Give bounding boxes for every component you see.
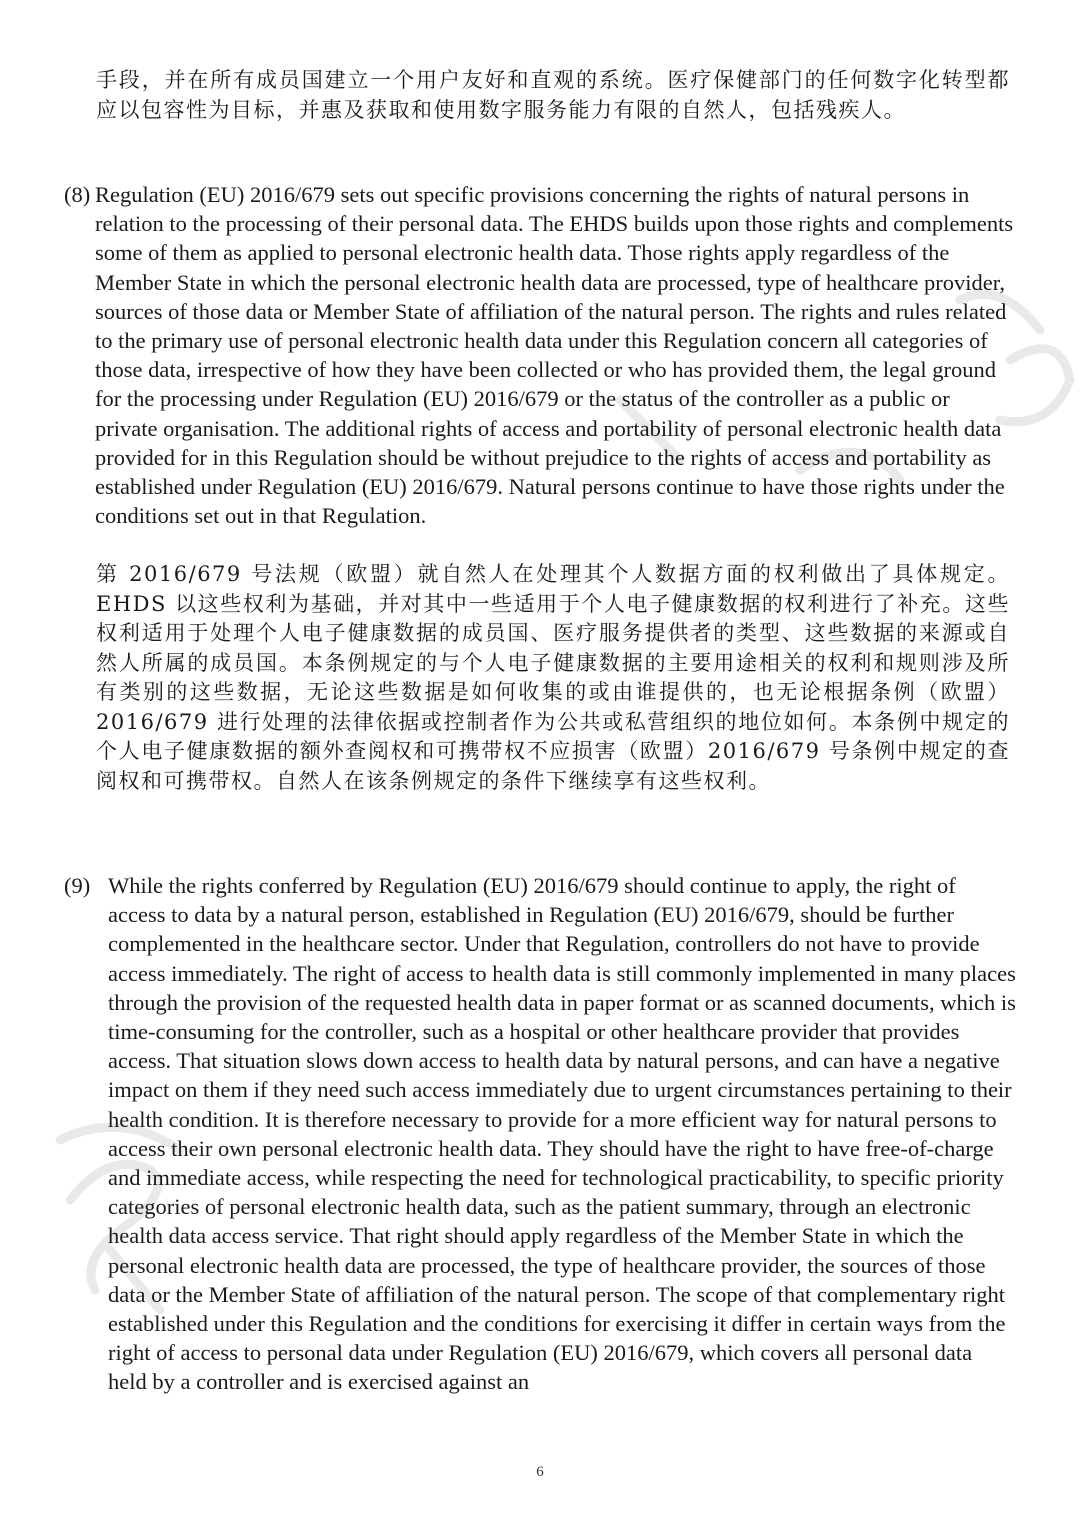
intro-chinese-paragraph: 手段，并在所有成员国建立一个用户友好和直观的系统。医疗保健部门的任何数字化转型都应以包容性为目标，并惠及获取和使用数字服务能力有限的自然人，包括残疾人。 — [96, 68, 1010, 122]
page-number: 6 — [536, 1464, 544, 1480]
paragraph-8-english-text — [95, 180, 1015, 530]
paragraph-9-number: (9) — [64, 873, 91, 898]
paragraph-8-number: (8) — [64, 182, 91, 207]
paragraph-8-english-body: Regulation (EU) 2016/679 sets out specific provisions concerning the rights of natural persons in relation to the processing of their personal data. The EHDS builds upon those rights and complements some of them as applied to personal electronic health data. Those rights apply regardless of the Member State in which the personal electronic health data are processed, type of healthcare provider, sources of those data or Member State of affiliation of the natural person. The rights and rules related to the primary use of personal electronic health data under this Regulation concern all categories of those data, irrespective of how they have been collected or who has provided them, the legal ground for the processing under Regulation (EU) 2016/679 or the status of the controller as a public or private organisation. The additional rights of access and portability of personal electronic health data provided for in this Regulation should be without prejudice to the rights of access and portability as established under Regulation (EU) 2016/679. Natural persons continue to have those rights under the conditions set out in that Regulation. — [95, 182, 1014, 529]
paragraph-8-chinese-text: 第 2016/679 号法规（欧盟）就自然人在处理其个人数据方面的权利做出了具体规定。EHDS 以这些权利为基础，并对其中一些适用于个人电子健康数据的权利进行了补充。这些权利适用于处理个人电子健康数据的成员国、医疗服务提供者的类型、这些数据的来源或自然人所属的成员国。本条例规定的与个人电子健康数据的主要用途相关的权利和规则涉及所有类别的这些数据，无论这些数据是如何收集的或由谁提供的，也无论根据条例（欧盟）2016/679 进行处理的法律依据或控制者作为公共或私营组织的地位如何。本条例中规定的个人电子健康数据的额外查阅权和可携带权不应损害（欧盟）2016/679 号条例中规定的查阅权和可携带权。自然人在该条例规定的条件下继续享有这些权利。 — [96, 562, 1010, 793]
paragraph-9-english-text: While the rights conferred by Regulation (EU) 2016/679 should continue to apply, the right of access to data by a natural person, established in Regulation (EU) 2016/679, should be further complemented in the healthcare sector. Under that Regulation, controllers do not have to provide access immediately. The right of access to health data is still commonly implemented in many places through the provision of the requested health data in paper format or as scanned documents, which is time-consuming for the controller, such as a hospital or other healthcare provider that provides access. That situation slows down access to health data by natural persons, and can have a negative impact on them if they need such access immediately due to urgent circumstances pertaining to their health condition. It is therefore necessary to provide for a more efficient way for natural persons to access their own personal electronic health data. They should have the right to have free-of-charge and immediate access, while respecting the need for technological practicability, to specific priority categories of personal electronic health data, such as the patient summary, through an electronic health data access service. That right should apply regardless of the Member State in which the personal electronic health data are processed, the type of healthcare provider, the sources of those data or the Member State of affiliation of the natural person. The scope of that complementary right established under this Regulation and the conditions for exercising it differ in certain ways from the right of access to personal data under Regulation (EU) 2016/679, which covers all personal data held by a controller and is exercised against an — [108, 873, 1016, 1395]
